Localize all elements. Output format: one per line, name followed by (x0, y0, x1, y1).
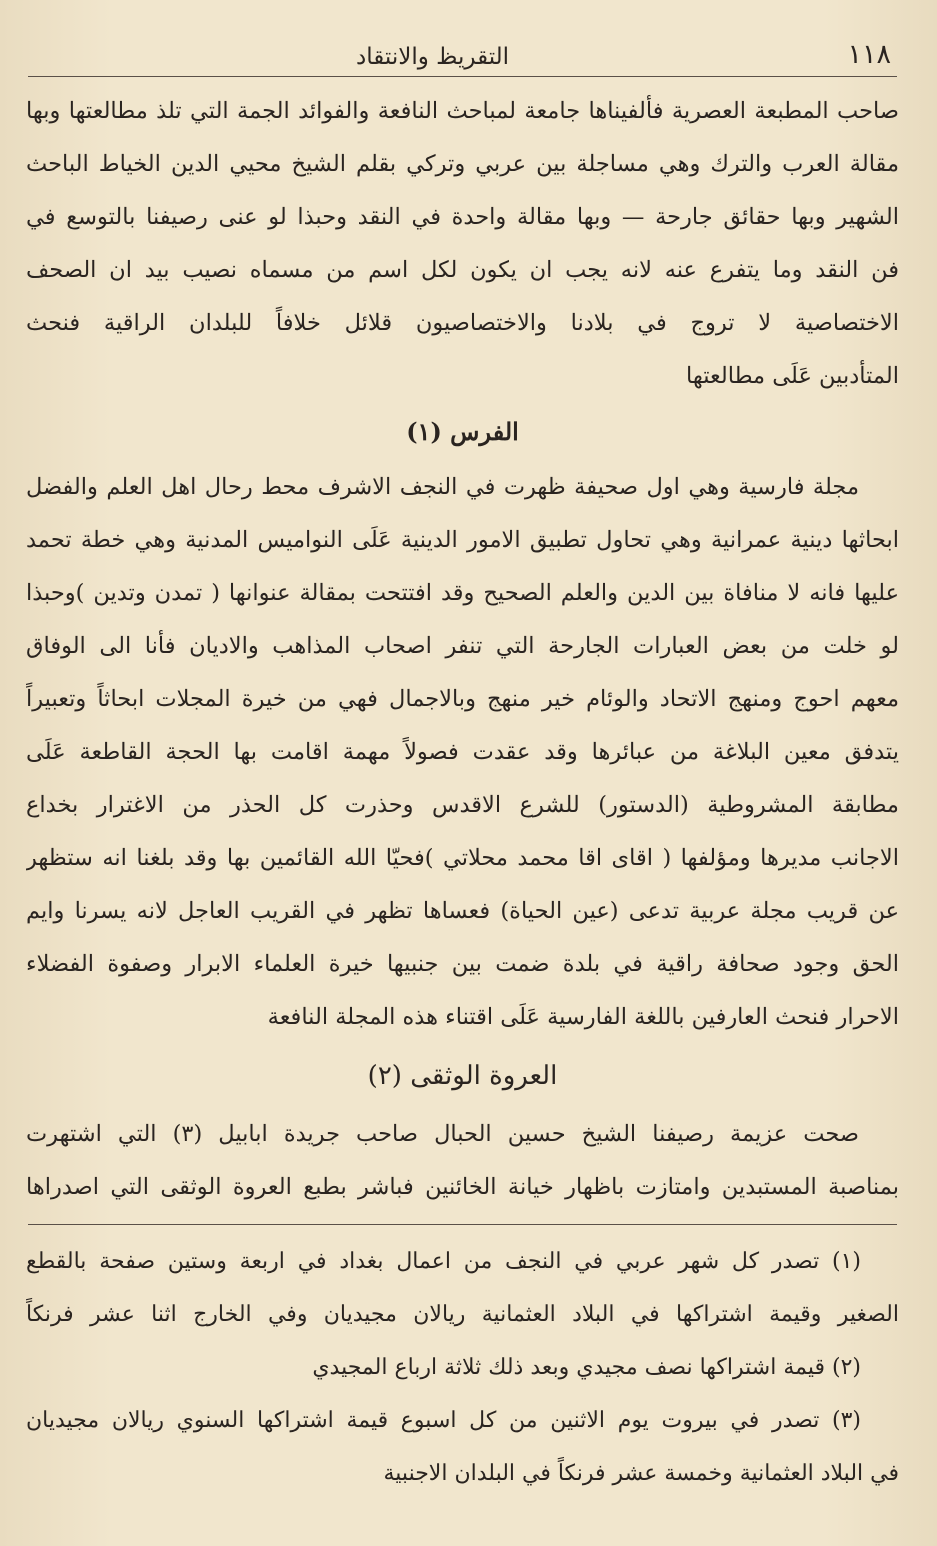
text-line: مجلة فارسية وهي اول صحيفة ظهرت في النجف الاشرف محط رحال اهل العلم والفضل (26, 474, 859, 500)
footnote-line: (١) تصدر كل شهر عربي في النجف من اعمال بغداد في اربعة وستين صفحة بالقطع (26, 1249, 861, 1274)
footnote-rule (28, 1224, 897, 1225)
footnote-line: في البلاد العثمانية وخمسة عشر فرنكاً في البلدان الاجنبية (383, 1461, 899, 1486)
text-line: المتأدبين عَلَى مطالعتها (686, 363, 899, 389)
footnotes (26, 1235, 899, 1500)
paragraph-2 (26, 461, 899, 1044)
text-line: عليها فانه لا منافاة بين الدين والعلم الصحيح وقد افتتحت بمقالة عنوانها ( تمدن وتدين )وحبذا (26, 580, 899, 606)
text-line: مطابقة المشروطية (الدستور) للشرع الاقدس وحذرت كل الحذر من الاغترار بخداع (26, 792, 899, 818)
text-line: صحت عزيمة رصيفنا الشيخ حسين الحبال صاحب جريدة ابابيل (٣) التي اشتهرت (26, 1121, 860, 1147)
text-line: مقالة العرب والترك وهي مساجلة بين عربي وتركي بقلم الشيخ محيي الدين الخياط الباحث (26, 151, 899, 177)
text-line: الاجانب مديرها ومؤلفها ( اقاى اقا محمد محلاتي )فحيّا الله القائمين بها وقد بلغنا انه ستظهر (26, 845, 899, 871)
main-text (26, 85, 899, 1214)
section-heading-alurwa: العروة الوثقى (٢) (367, 1061, 558, 1091)
text-line: عن قريب مجلة عربية تدعى (عين الحياة) فعساها تظهر في القريب العاجل لانه يسرنا وايم (26, 898, 899, 924)
section-heading-alfurs: الفرس (١) (406, 417, 519, 446)
text-line: الشهير وبها حقائق جارحة — وبها مقالة واحدة في النقد وحبذا لو عنى رصيفنا بالتوسع في (26, 204, 899, 230)
footnote-line: الصغير وقيمة اشتراكها في البلاد العثمانية ريالان مجيديان وفي الخارج اثنا عشر فرنكاً (26, 1302, 899, 1327)
footnote-line: (٢) قيمة اشتراكها نصف مجيدي وبعد ذلك ثلاثة ارباع المجيدي (312, 1355, 861, 1380)
paragraph-1 (26, 85, 899, 403)
page-number: ١١٨ (847, 39, 891, 70)
text-line: صاحب المطبعة العصرية فألفيناها جامعة لمباحث النافعة والفوائد الجمة التي تلذ مطالعتها وبها (26, 98, 899, 124)
text-line: الحق وجود صحافة راقية في بلدة ضمت بين جنبيها خيرة العلماء الابرار وصفوة الفضلاء (26, 951, 899, 977)
footnote-line: (٣) تصدر في بيروت يوم الاثنين من كل اسبوع قيمة اشتراكها السنوي ريالان مجيديان (26, 1408, 861, 1433)
text-line: لو خلت من بعض العبارات الجارحة التي تنفر اصحاب المذاهب والاديان فأنا الى الوفاق (26, 633, 899, 659)
text-line: الاختصاصية لا تروج في بلادنا والاختصاصيون قلائل خلافاً للبلدان الراقية فنحث (26, 310, 899, 336)
page-header (26, 28, 899, 70)
text-line: الاحرار فنحث العارفين باللغة الفارسية عَلَى اقتناء هذه المجلة النافعة (267, 1004, 899, 1030)
paragraph-3 (26, 1108, 899, 1214)
text-line: بمناصبة المستبدين وامتازت باظهار خيانة الخائنين فباشر بطبع العروة الوثقى التي اصدراها (26, 1174, 899, 1200)
running-title: التقريظ والانتقاد (356, 44, 510, 70)
text-line: ابحاثها دينية عمرانية وهي تحاول تطبيق الامور الدينية عَلَى النواميس المدنية وهي خطة تحمد (26, 527, 899, 553)
text-line: يتدفق معين البلاغة من عبائرها وقد عقدت فصولاً مهمة اقامت بها الحجة القاطعة عَلَى (26, 739, 899, 765)
text-line: معهم احوج ومنهج الاتحاد والوئام خير منهج وبالاجمال فهي من خيرة المجلات ابحاثاً وتعبيراً (26, 686, 899, 712)
header-rule (28, 76, 897, 77)
text-line: فن النقد وما يتفرع عنه لانه يجب ان يكون لكل اسم من مسماه نصيب بيد ان الصحف (26, 257, 899, 283)
